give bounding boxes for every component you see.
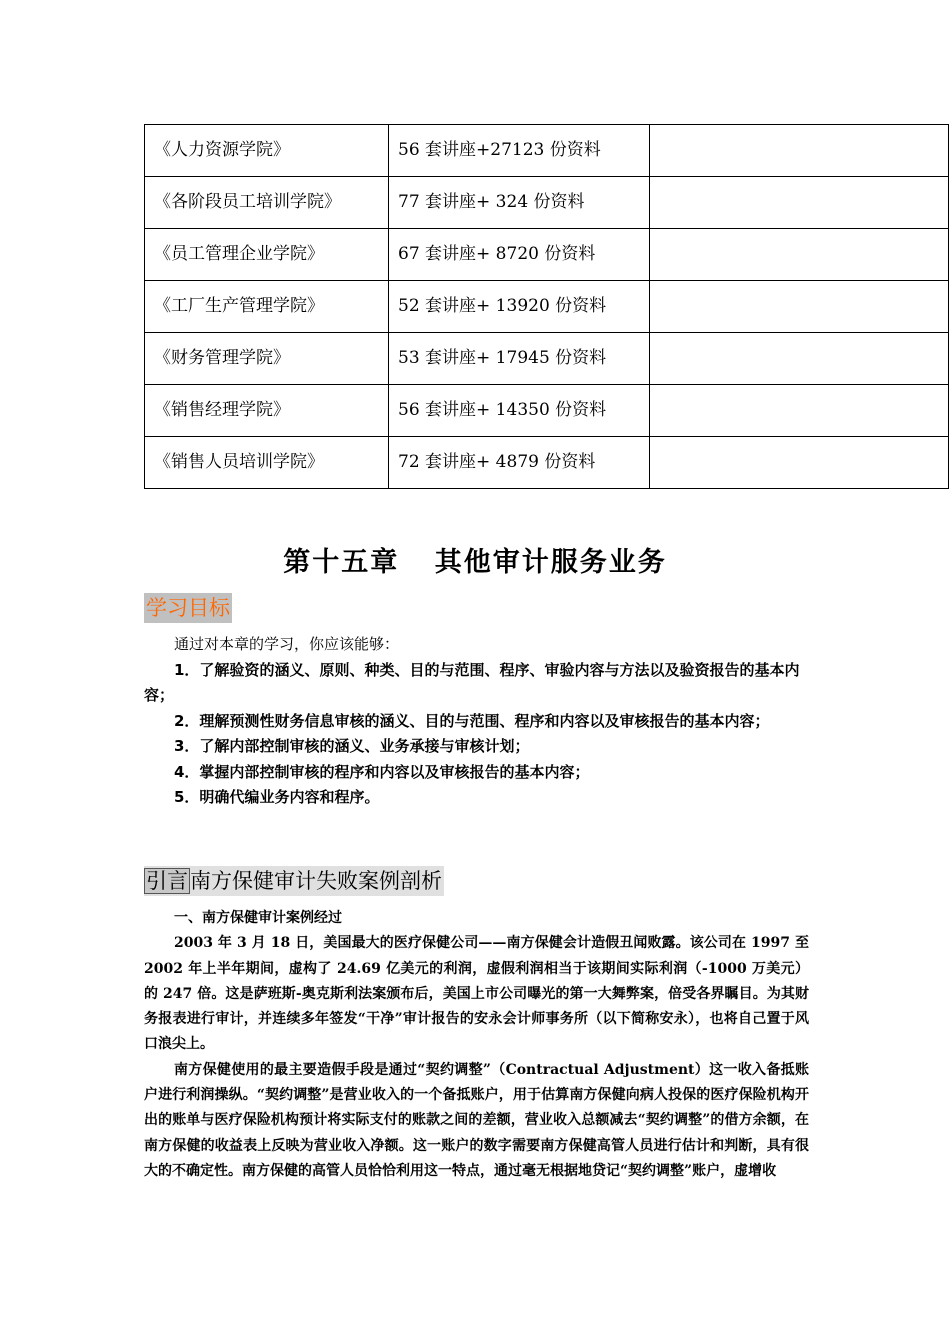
course-content-cell: 72 套讲座+ 4879 份资料 [389,437,650,489]
course-extra-cell [650,177,949,229]
goal-item: 1．了解验资的涵义、原则、种类、目的与范围、程序、审验内容与方法以及验资报告的基本内容； [144,660,800,704]
course-content-cell: 56 套讲座+ 14350 份资料 [389,385,650,437]
course-row [145,229,949,281]
course-name-cell: 《销售经理学院》 [145,385,389,437]
course-extra-cell [650,229,949,281]
goal-item: 5．明确代编业务内容和程序。 [174,788,380,806]
course-content-cell: 77 套讲座+ 324 份资料 [389,177,650,229]
course-extra-cell [650,125,949,177]
course-row [145,125,949,177]
course-row [145,385,949,437]
goal-item: 3．了解内部控制审核的涵义、业务承接与审核计划； [174,737,530,755]
course-extra-cell [650,281,949,333]
course-name-cell: 《工厂生产管理学院》 [145,281,389,333]
chapter-title: 第十五章 其他审计服务业务 [283,547,667,578]
course-name-cell: 《人力资源学院》 [145,125,389,177]
course-name-cell: 《财务管理学院》 [145,333,389,385]
case-subheading: 一、南方保健审计案例经过 [174,910,342,926]
course-content-cell: 52 套讲座+ 13920 份资料 [389,281,650,333]
course-name-cell: 《各阶段员工培训学院》 [145,177,389,229]
case-body [144,906,809,1184]
course-name-cell: 《销售人员培训学院》 [145,437,389,489]
course-row [145,333,949,385]
learning-goals [144,632,809,811]
case-paragraph: 南方保健使用的最主要造假手段是通过“契约调整”（Contractual Adjustment）这一收入备抵账户进行利润操纵。“契约调整”是营业收入的一个备抵账户，用于估算南方保健向病人投保的医疗保险机构开出的账单与医疗保险机构预计将实际支付的账款之间的差额，营业收入总额减去“契约调整”的借方余额，在南方保健的收益表上反映为营业收入净额。这一账户的数字需要南方保健高管人员进行估计和判断，具有很大的不确定性。南方保健的高管人员恰恰利用这一特点，通过毫无根据地贷记“契约调整”账户，虚增收 [144,1061,809,1179]
course-row [145,281,949,333]
goal-item: 2．理解预测性财务信息审核的涵义、目的与范围、程序和内容以及审核报告的基本内容； [174,711,770,730]
course-extra-cell [650,385,949,437]
case-paragraph: 2003 年 3 月 18 日，美国最大的医疗保健公司——南方保健会计造假丑闻败露。该公司在 1997 至 2002 年上半年期间，虚构了 24.69 亿美元的利润，虚假利润相当于该期间实际利润（-1000 万美元）的 247 倍。这是萨班斯-奥克斯利法案颁布后，美国上市公司曝光的第一大舞弊案，倍受各界瞩目。为其财务报表进行审计，并连续多年签发“干净”审计报告的安永会计师事务所（以下简称安永），也将自己置于风口浪尖上。 [144,935,809,1053]
course-table [144,124,949,489]
course-extra-cell [650,437,949,489]
course-extra-cell [650,333,949,385]
course-row [145,437,949,489]
course-content-cell: 56 套讲座+27123 份资料 [389,125,650,177]
course-content-cell: 53 套讲座+ 17945 份资料 [389,333,650,385]
course-content-cell: 67 套讲座+ 8720 份资料 [389,229,650,281]
learning-goals-heading: 学习目标 [144,593,232,623]
course-row [145,177,949,229]
intro-heading [144,866,444,896]
goals-intro: 通过对本章的学习，你应该能够： [174,635,400,653]
intro-title: 南方保健审计失败案例剖析 [190,869,442,893]
goal-item: 4．掌握内部控制审核的程序和内容以及审核报告的基本内容； [174,762,590,781]
course-name-cell: 《员工管理企业学院》 [145,229,389,281]
intro-tag: 引言 [146,869,188,893]
